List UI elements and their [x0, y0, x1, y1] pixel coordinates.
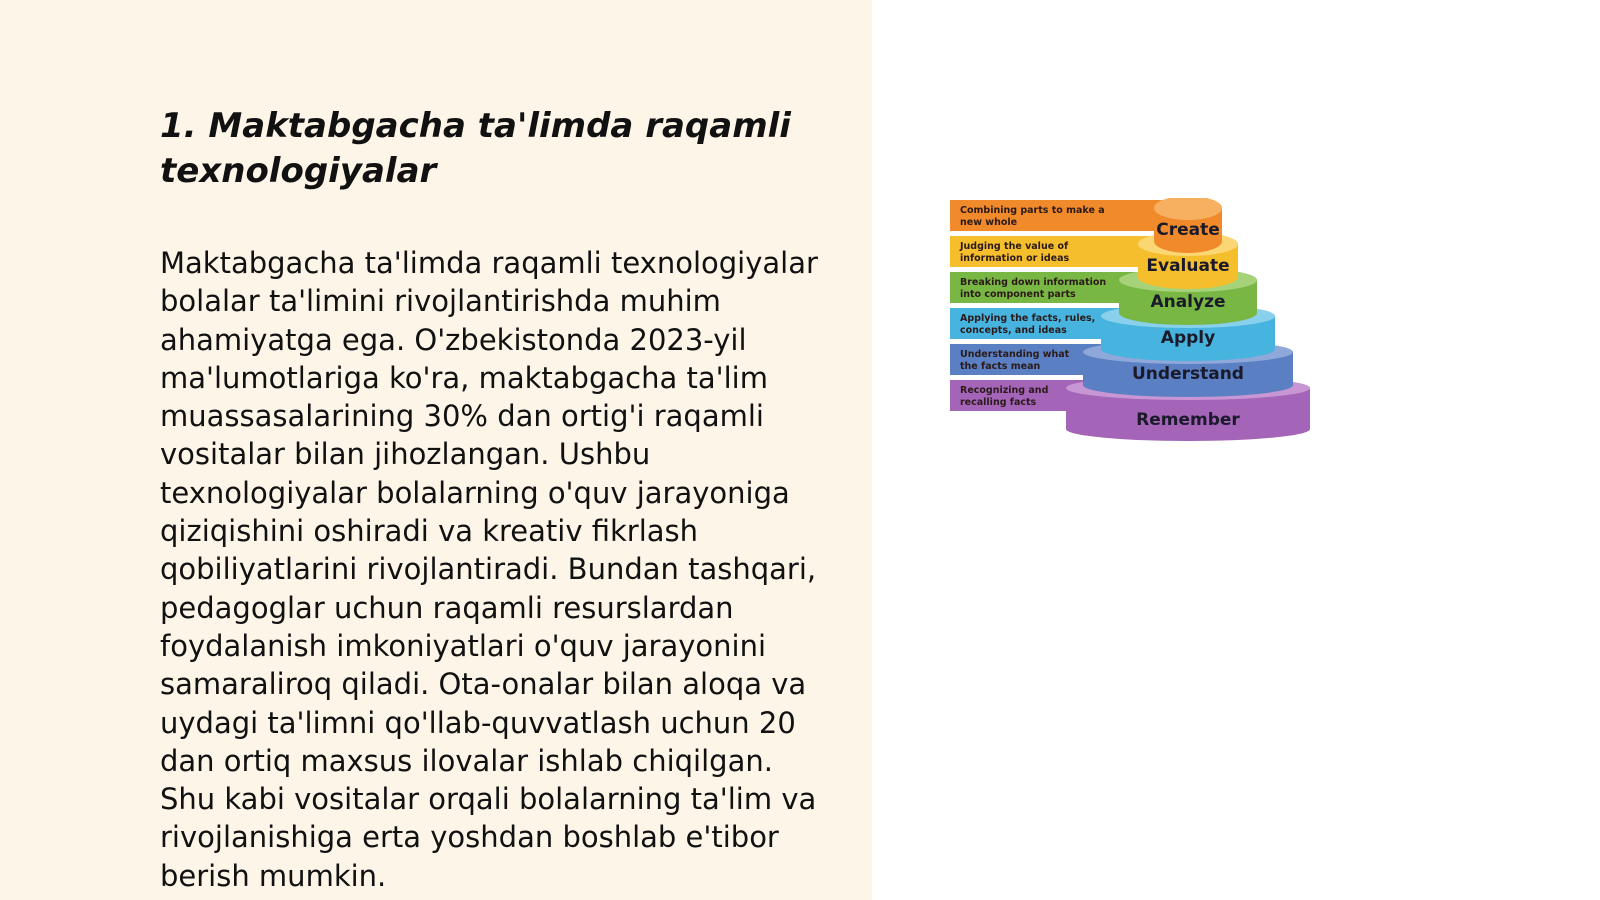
body-line: berish mumkin. [160, 858, 387, 893]
body-line: rivojlanishiga erta yoshdan boshlab e'tibor [160, 820, 779, 855]
body-line: pedagoglar uchun raqamli resurslardan [160, 590, 734, 625]
body-line: ma'lumotlariga ko'ra, maktabgacha ta'lim [160, 360, 768, 395]
pyramid-graphic [950, 198, 1322, 470]
level-desc-analyze: Breaking down information [960, 277, 1107, 288]
slide-title [160, 104, 840, 194]
level-desc-evaluate: Judging the value of [960, 241, 1069, 252]
body-line: ahamiyatga ega. O'zbekistonda 2023-yil [160, 322, 747, 357]
level-desc-remember: Recognizing and [960, 385, 1049, 396]
body-line: foydalanish imkoniyatlari o'quv jarayonini [160, 628, 767, 663]
body-line: dan ortiq maxsus ilovalar ishlab chiqilgan. [160, 743, 773, 778]
level-name-evaluate: Evaluate [1146, 256, 1230, 276]
body-line: qobiliyatlarini rivojlantiradi. Bundan tashqari, [160, 552, 817, 587]
level-desc-create: new whole [960, 217, 1018, 228]
level-desc-create: Combining parts to make a [960, 205, 1105, 216]
title-line-2: texnologiyalar [160, 151, 437, 191]
body-line: bolalar ta'limini rivojlantirishda muhim [160, 284, 721, 319]
body-line: texnologiyalar bolalarning o'quv jarayoniga [160, 475, 790, 510]
title-line-1: 1. Maktabgacha ta'limda raqamli [160, 106, 791, 146]
level-desc-evaluate: information or ideas [960, 253, 1070, 264]
body-line: qiziqishini oshiradi va kreativ fikrlash [160, 514, 699, 549]
body-line: muassasalarining 30% dan ortig'i raqamli [160, 399, 764, 434]
level-desc-analyze: into component parts [960, 289, 1076, 300]
level-name-analyze: Analyze [1150, 292, 1226, 312]
level-desc-understand: the facts mean [960, 361, 1041, 372]
body-line: uydagi ta'limni qo'llab-quvvatlash uchun 20 [160, 705, 796, 740]
body-paragraph [160, 244, 850, 895]
level-desc-understand: Understanding what [960, 349, 1070, 360]
body-line: vositalar bilan jihozlangan. Ushbu [160, 437, 651, 472]
level-name-understand: Understand [1132, 364, 1244, 384]
level-desc-remember: recalling facts [960, 397, 1037, 408]
level-name-create: Create [1156, 220, 1220, 240]
level-name-apply: Apply [1160, 328, 1216, 348]
body-line: Shu kabi vositalar orqali bolalarning ta'lim va [160, 782, 817, 817]
blooms-taxonomy-pyramid [950, 198, 1322, 470]
level-desc-apply: concepts, and ideas [960, 325, 1067, 336]
body-line: Maktabgacha ta'limda raqamli texnologiyalar [160, 246, 818, 280]
body-line: samaraliroq qiladi. Ota-onalar bilan aloqa va [160, 667, 807, 702]
level-name-remember: Remember [1136, 410, 1240, 430]
level-desc-apply: Applying the facts, rules, [960, 313, 1096, 324]
